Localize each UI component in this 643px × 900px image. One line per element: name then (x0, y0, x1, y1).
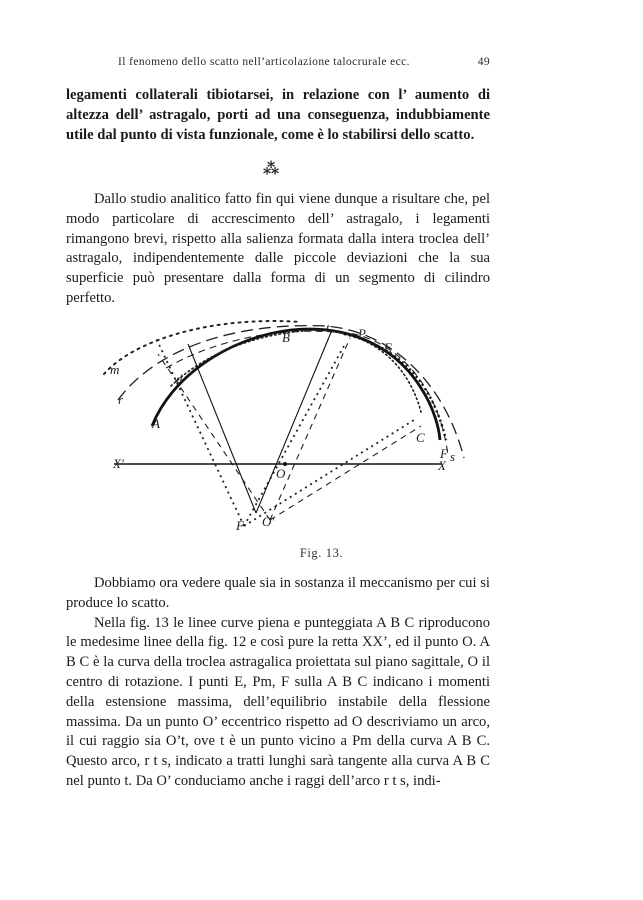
label-m: m (110, 362, 120, 377)
label-f-lower: F (236, 518, 244, 533)
dashed-radius-2 (270, 426, 421, 520)
paragraph-continued (66, 86, 490, 145)
paragraph-block-2 (66, 190, 490, 309)
label-s: s (450, 449, 456, 464)
dotted-right-arc (344, 334, 446, 440)
label-e: E (384, 340, 392, 355)
running-head-title: Il fenomeno dello scatto nell’articolazione talocrurale ecc. (118, 56, 410, 68)
figure-13-diagram (96, 308, 476, 538)
dotted-outer-arc (104, 321, 301, 374)
label-f: F (440, 446, 448, 461)
label-c: C (416, 430, 425, 445)
solid-radius-2 (256, 330, 332, 513)
label-p: P (358, 326, 366, 341)
label-x-prime: X' (113, 456, 124, 471)
label-t: t (326, 320, 330, 335)
paragraph-block-3 (66, 574, 490, 792)
label-b: B (282, 330, 290, 345)
dashed-radius-1 (270, 338, 350, 520)
figure-caption: Fig. 13. (299, 546, 344, 560)
dashed-radius-3 (158, 354, 270, 520)
paragraph-3: Dobbiamo ora vedere quale sia in sostanza il meccanismo per cui si produce lo scatto. (66, 575, 490, 611)
label-a: A (152, 416, 160, 431)
page-number: 49 (477, 56, 490, 68)
solid-radius-1 (188, 344, 256, 513)
label-r: r (118, 392, 124, 407)
paragraph-1: legamenti collaterali tibiotarsei, in relazione con l’ aumento di altezza dell’ astragalo, porti ad una conseguenza, indubbiamente utile dal punto di vista funzionale, come è lo stabilirsi dello scatto. (66, 87, 490, 143)
dotted-radius-3 (244, 420, 414, 526)
paragraph-4: Nella fig. 13 le linee curve piena e punteggiata A B C riproducono le medesime linee della fig. 12 e così pure la retta XX’, ed il punto O. A B C è la curva della troclea astragalica proiettata sul piano sagittale, O il centro di rotazione. I punti E, Pm, F sulla A B C indicano i momenti della estensione massima, dell’equilibrio instabile della flessione massima. Da un punto O’ eccentrico rispetto ad O descriviamo un arco, il cui raggio sia O’t, ove t è un punto vicino a Pm della curva A B C. Questo arco, r t s, indicato a tratti lunghi sarà tangente alla curva A B C nel punto t. Da O’ conduciamo anche i raggi dell’arco r t s, indi- (66, 614, 490, 789)
label-x: X (438, 458, 446, 473)
section-dinkus: ⁂ (262, 161, 280, 178)
solid-curve-abc (152, 329, 440, 440)
label-o: O (276, 466, 286, 481)
figure-13 (96, 308, 476, 538)
paragraph-2: Dallo studio analitico fatto fin qui viene dunque a risultare che, pel modo particolare di accrescimento dell’ astragalo, i legamenti rimangono brevi, rispetto alla salienza formata dalla intera troclea dell’ astragalo, indipendentemente dalle piccole deviazioni che la sua superficie può presentare dalla forma di un segmento di cilindro perfetto. (66, 191, 490, 306)
dashed-arc-rts (118, 326, 464, 458)
label-o-prime: O' (262, 514, 275, 529)
dotted-radius-2 (244, 346, 344, 526)
label-d: d (176, 371, 183, 386)
